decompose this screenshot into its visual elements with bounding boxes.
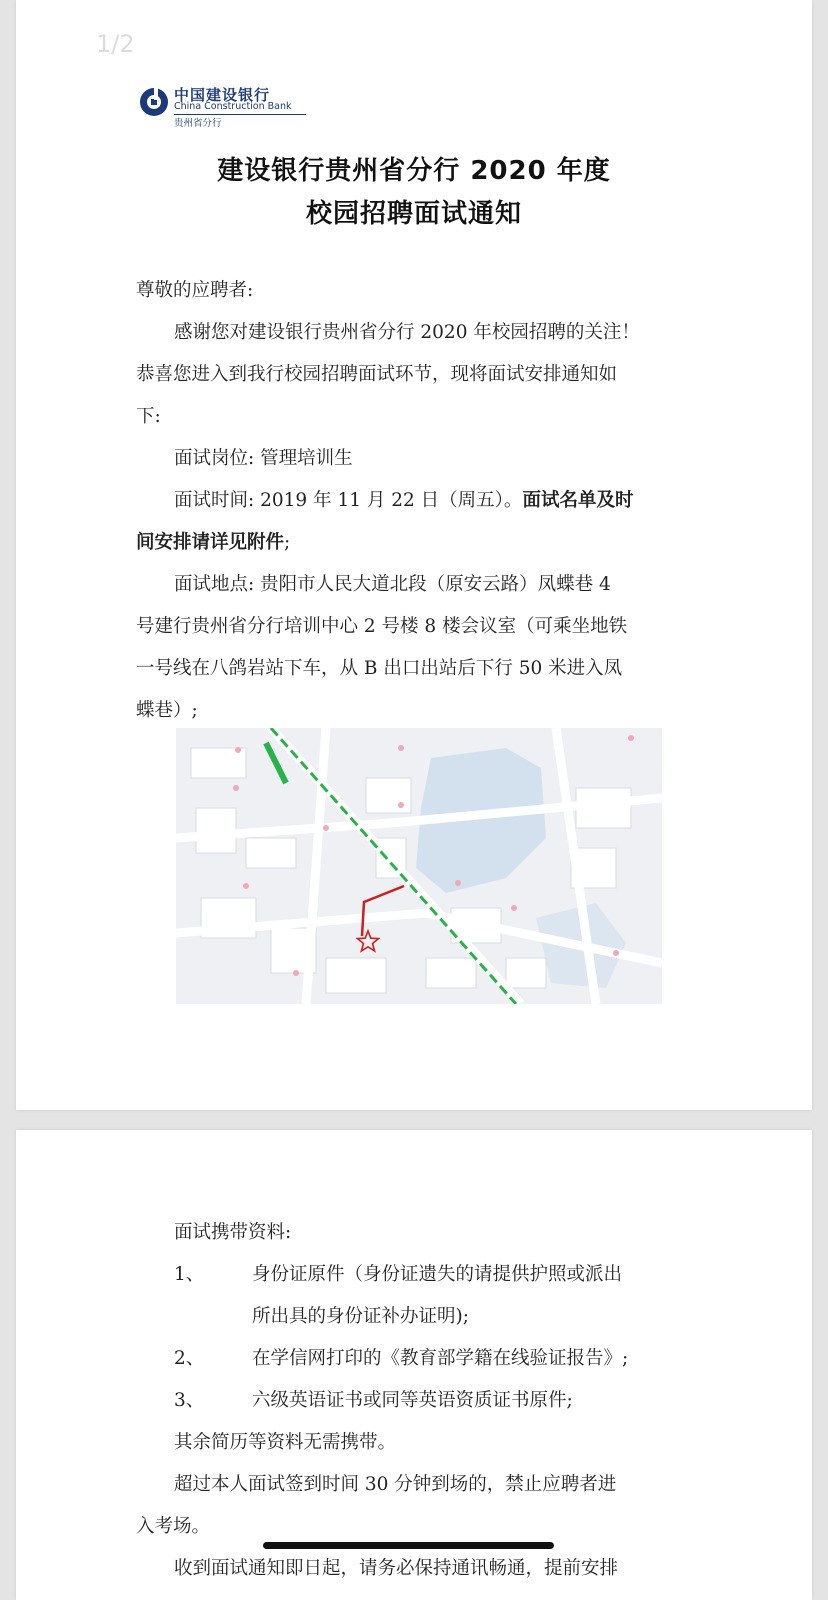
home-indicator[interactable] — [263, 1542, 554, 1549]
schedule-note-part-2: 间安排请详见附件 — [136, 532, 285, 553]
ccb-logo-icon — [138, 86, 170, 118]
page-indicator: 1/2 — [96, 30, 135, 58]
materials-heading: 面试携带资料: — [174, 1222, 292, 1243]
document-title-line-2: 校园招聘面试通知 — [305, 199, 522, 229]
intro-line-3: 下: — [136, 406, 161, 427]
intro-line-1: 感谢您对建设银行贵州省分行 2020 年校园招聘的关注！ — [174, 322, 640, 343]
item-2-text: 在学信网打印的《教育部学籍在线验证报告》; — [252, 1348, 629, 1369]
late-notice-line-1: 超过本人面试签到时间 30 分钟到场的，禁止应聘者进 — [174, 1474, 617, 1495]
location-line-1: 面试地点: 贵阳市人民大道北段（原安云路）凤蝶巷 4 — [174, 574, 611, 595]
interview-time-line-1 — [174, 488, 633, 514]
schedule-note-part-1: 面试名单及时 — [522, 490, 634, 511]
item-3-text: 六级英语证书或同等英语资质证书原件; — [252, 1390, 573, 1411]
contact-notice-partial: 收到面试通知即日起，请务必保持通讯畅通，提前安排 — [174, 1558, 619, 1579]
item-1-line-2: 所出具的身份证补办证明); — [252, 1306, 469, 1327]
no-resume-note: 其余简历等资料无需携带。 — [174, 1432, 397, 1453]
document-title-line-1: 建设银行贵州省分行 2020 年度 — [217, 156, 611, 186]
interview-position: 面试岗位: 管理培训生 — [174, 448, 353, 469]
bank-logo — [138, 84, 318, 128]
map-graphic — [176, 728, 662, 1004]
item-2-number: 2、 — [174, 1348, 205, 1369]
logo-name-en: China Construction Bank — [174, 101, 292, 112]
item-1-line-1: 身份证原件（身份证遗失的请提供护照或派出 — [252, 1264, 623, 1285]
item-1-number: 1、 — [174, 1264, 205, 1285]
location-line-4: 蝶巷）; — [136, 700, 198, 721]
interview-time-line-2: 间安排请详见附件; — [136, 532, 291, 553]
location-line-2: 号建行贵州省分行培训中心 2 号楼 8 楼会议室（可乘坐地铁 — [136, 616, 628, 637]
location-line-3: 一号线在八鸽岩站下车，从 B 出口出站后下行 50 米进入凤 — [136, 658, 623, 679]
document-page-2 — [16, 1130, 812, 1600]
late-notice-line-2: 入考场。 — [136, 1516, 211, 1537]
document-page-1 — [16, 0, 812, 1110]
interview-time: 面试时间: 2019 年 11 月 22 日（周五）。 — [174, 490, 523, 511]
item-3-number: 3、 — [174, 1390, 205, 1411]
logo-name-cn: 中国建设银行 — [174, 86, 271, 104]
salutation: 尊敬的应聘者: — [136, 280, 254, 301]
logo-branch: 贵州省分行 — [174, 118, 222, 129]
location-map — [176, 728, 662, 1004]
intro-line-2: 恭喜您进入到我行校园招聘面试环节，现将面试安排通知如 — [136, 364, 618, 385]
